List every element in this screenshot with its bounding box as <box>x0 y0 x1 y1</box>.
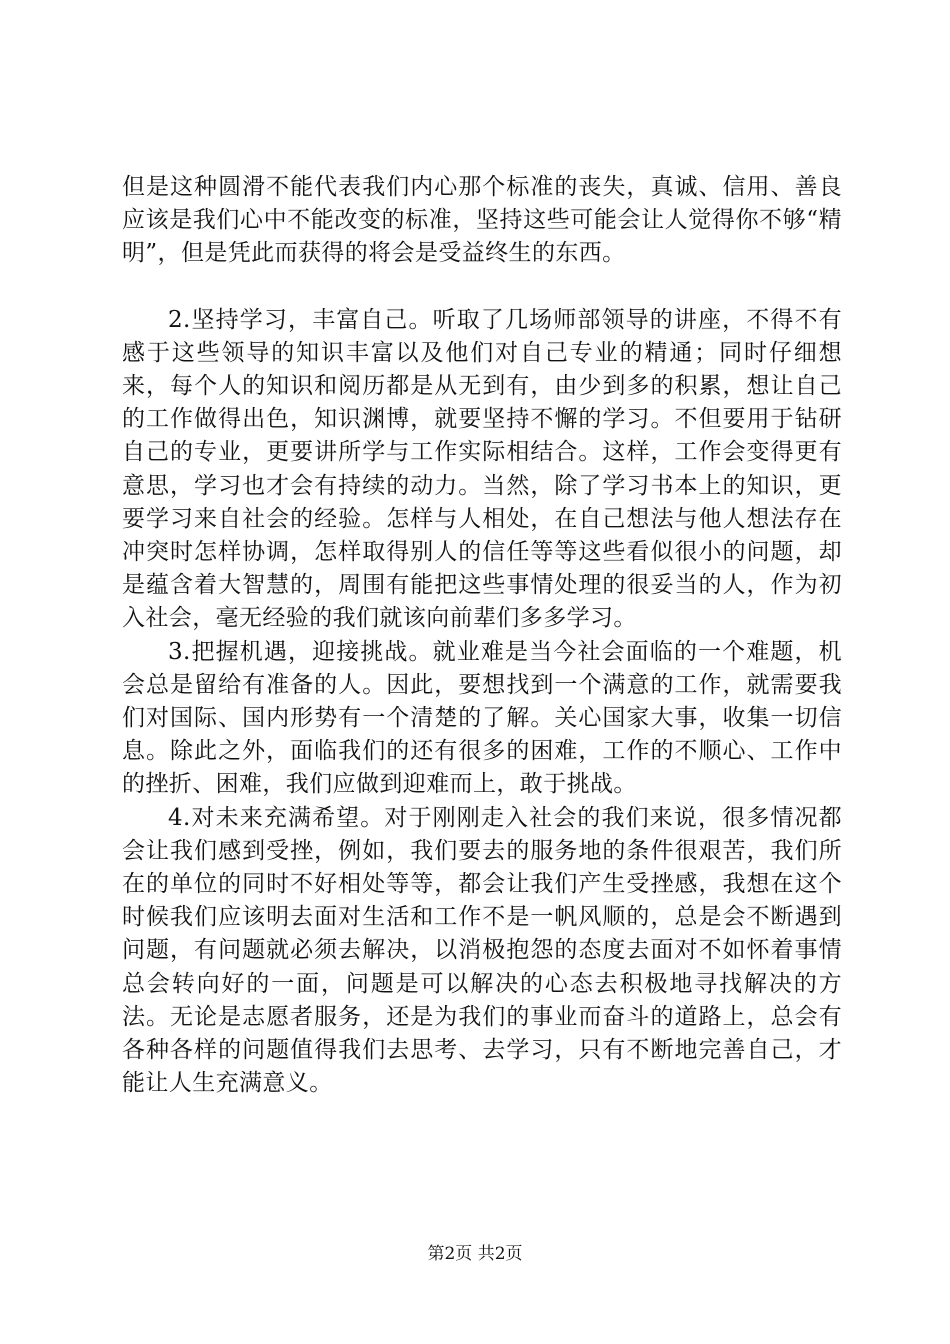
paragraph-keep-learning: 2.坚持学习，丰富自己。听取了几场师部领导的讲座，不得不有感于这些领导的知识丰富以及他们对自己专业的精通；同时仔细想来，每个人的知识和阅历都是从无到有，由少到多的积累，想让自己的工作做得出色，知识渊博，就要坚持不懈的学习。不但要用于钻研自己的专业，更要讲所学与工作实际相结合。这样，工作会变得更有意思，学习也才会有持续的动力。当然，除了学习书本上的知识，更要学习来自社会的经验。怎样与人相处，在自己想法与他人想法存在冲突时怎样协调，怎样取得别人的信任等等这些看似很小的问题，却是蕴含着大智慧的，周围有能把这些事情处理的很妥当的人，作为初入社会，毫无经验的我们就该向前辈们多多学习。 <box>122 306 842 632</box>
paragraph-seize-opportunity: 3.把握机遇，迎接挑战。就业难是当今社会面临的一个难题，机会总是留给有准备的人。因此，要想找到一个满意的工作，就需要我们对国际、国内形势有一个清楚的了解。关心国家大事，收集一切信息。除此之外，面临我们的还有很多的困难，工作的不顺心、工作中的挫折、困难，我们应做到迎难而上，敢于挑战。 <box>122 638 842 798</box>
paragraph-hope-future: 4.对未来充满希望。对于刚刚走入社会的我们来说，很多情况都会让我们感到受挫，例如，我们要去的服务地的条件很艰苦，我们所在的单位的同时不好相处等等，都会让我们产生受挫感，我想在这个时候我们应该明去面对生活和工作不是一帆风顺的，总是会不断遇到问题，有问题就必须去解决，以消极抱怨的态度去面对不如怀着事情总会转向好的一面，问题是可以解决的心态去积极地寻找解决的方法。无论是志愿者服务，还是为我们的事业而奋斗的道路上，总会有各种各样的问题值得我们去思考、去学习，只有不断地完善自己，才能让人生充满意义。 <box>122 804 842 1097</box>
page-footer: 第2页 共2页 <box>427 1244 523 1264</box>
paragraph-continued: 但是这种圆滑不能代表我们内心那个标准的丧失，真诚、信用、善良应该是我们心中不能改变的标准，坚持这些可能会让人觉得你不够“精明”，但是凭此而获得的将会是受益终生的东西。 <box>122 174 842 267</box>
document-body <box>122 171 842 1100</box>
